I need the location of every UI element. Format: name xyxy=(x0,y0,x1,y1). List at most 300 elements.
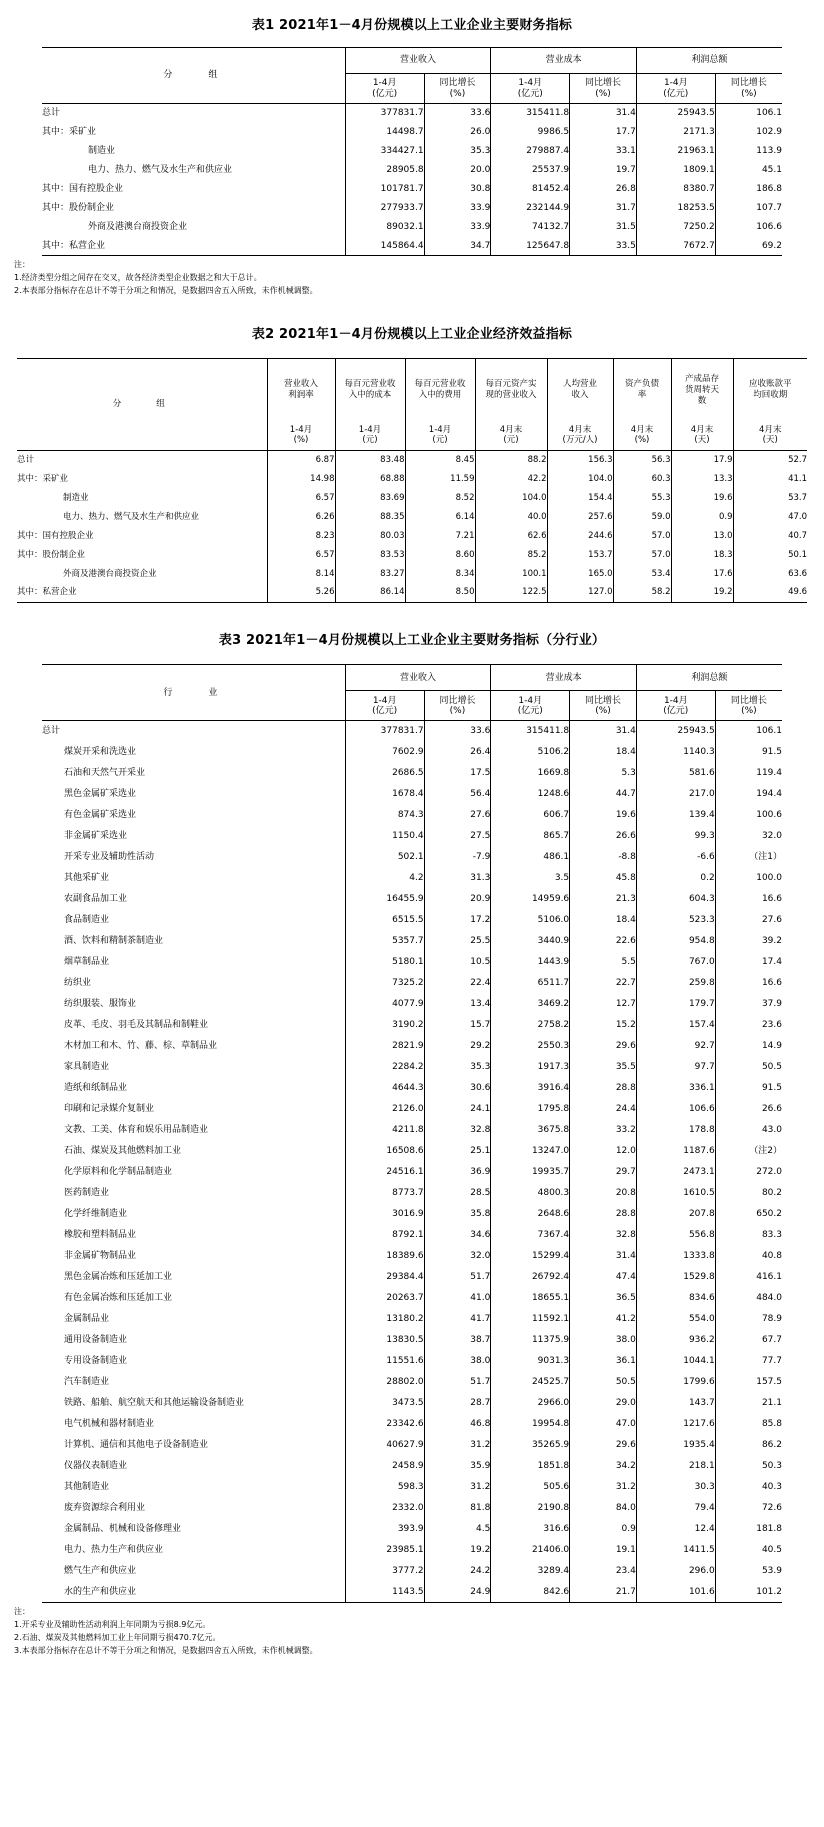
table3-cell: 3016.9 xyxy=(345,1204,424,1225)
table2-cell: 104.0 xyxy=(547,470,613,489)
table3-cell: 27.6 xyxy=(715,910,782,931)
table-row xyxy=(42,994,782,1015)
table3-cell: 11551.6 xyxy=(345,1351,424,1372)
table1-cell: 81452.4 xyxy=(491,180,570,199)
table3-cell: 2648.6 xyxy=(491,1204,570,1225)
table3-cell: 40627.9 xyxy=(345,1435,424,1456)
table3-cell: 8773.7 xyxy=(345,1183,424,1204)
table1-cell: 377831.7 xyxy=(345,104,424,123)
table1 xyxy=(42,47,782,256)
table1-cell: 25943.5 xyxy=(636,104,715,123)
table3-cell: 16455.9 xyxy=(345,889,424,910)
table3-cell: 97.7 xyxy=(636,1057,715,1078)
table3-cell: 2686.5 xyxy=(345,763,424,784)
table2-cell: 53.7 xyxy=(733,489,807,508)
table-row xyxy=(42,104,782,123)
table-row xyxy=(42,931,782,952)
table2-colgroup-4 xyxy=(547,359,613,421)
colgroup-line: 营业收入 xyxy=(283,379,318,390)
table2-row-label: 总计 xyxy=(17,454,35,465)
table-row xyxy=(42,1204,782,1225)
table1-cell: 33.9 xyxy=(424,218,491,237)
subhead-line1: 4月末 xyxy=(568,424,592,435)
table2-cell: 8.34 xyxy=(405,565,475,584)
table3-cell: 47.0 xyxy=(570,1414,637,1435)
table2-cell: 47.0 xyxy=(733,508,807,527)
table1-cell: 25537.9 xyxy=(491,161,570,180)
table-row xyxy=(42,784,782,805)
colgroup-line: 入中的成本 xyxy=(348,390,392,401)
table3-cell: 4644.3 xyxy=(345,1078,424,1099)
table2-body xyxy=(17,451,807,603)
table2-cell: 57.0 xyxy=(613,546,671,565)
table-row xyxy=(17,546,807,565)
subhead-line2: (%) xyxy=(449,88,466,99)
table2-cell: 40.7 xyxy=(733,527,807,546)
table3-row-label: 金属制品业 xyxy=(64,1314,110,1325)
table2-cell: 6.14 xyxy=(405,508,475,527)
table3-cell: 26.6 xyxy=(715,1099,782,1120)
table2-cell: 244.6 xyxy=(547,527,613,546)
table3-cell: 505.6 xyxy=(491,1477,570,1498)
table3-cell: 179.7 xyxy=(636,994,715,1015)
table2-cell: 13.3 xyxy=(671,470,733,489)
table3-cell: 119.4 xyxy=(715,763,782,784)
table3-cell: 11592.1 xyxy=(491,1309,570,1330)
table-row xyxy=(42,1246,782,1267)
table2-subhead-7 xyxy=(733,421,807,451)
table2-cell: 42.2 xyxy=(475,470,547,489)
colgroup-text-5 xyxy=(614,379,671,401)
table3-cell: 865.7 xyxy=(491,826,570,847)
table3-cell: 9031.3 xyxy=(491,1351,570,1372)
subhead-line2: (元) xyxy=(432,434,448,445)
table-row xyxy=(42,889,782,910)
table3-cell: 606.7 xyxy=(491,805,570,826)
subhead-line2: (元) xyxy=(503,434,519,445)
table3-cell: 34.2 xyxy=(570,1456,637,1477)
table3-cell: 31.2 xyxy=(424,1477,491,1498)
subhead-line1: 1-4月 xyxy=(663,78,688,89)
table3-cell: 10.5 xyxy=(424,952,491,973)
table3-cell: 18.4 xyxy=(570,742,637,763)
table3-cell: 50.5 xyxy=(715,1057,782,1078)
table3-cell: 1669.8 xyxy=(491,763,570,784)
subhead-line2: (%) xyxy=(741,88,757,99)
table1-cell: 33.5 xyxy=(570,237,637,256)
table3-cell: 874.3 xyxy=(345,805,424,826)
table1-cell: 74132.7 xyxy=(491,218,570,237)
table3-cell: 16.6 xyxy=(715,889,782,910)
table1-cell: 279887.4 xyxy=(491,142,570,161)
subhead-line2: (万元/人) xyxy=(562,434,598,445)
table3-cell: 4800.3 xyxy=(491,1183,570,1204)
table3-colgroup-1: 营业成本 xyxy=(491,665,637,691)
table2-cell: 127.0 xyxy=(547,584,613,603)
table3-notes-label: 注： xyxy=(14,1607,30,1617)
table3-row-label: 木材加工和木、竹、藤、棕、草制品业 xyxy=(64,1041,218,1052)
table1-row-label: 外商及港澳台商投资企业 xyxy=(88,221,188,232)
table-row xyxy=(42,1456,782,1477)
table2-row-label: 其中：采矿业 xyxy=(17,473,69,484)
table3-cell: 29.0 xyxy=(570,1393,637,1414)
table2-cell: 83.53 xyxy=(335,546,405,565)
table3-cell: 259.8 xyxy=(636,973,715,994)
table1-cell: 9986.5 xyxy=(491,123,570,142)
table-row xyxy=(42,1078,782,1099)
table3-cell: 91.5 xyxy=(715,742,782,763)
table3-row-label: 其他制造业 xyxy=(64,1482,110,1493)
table3-cell: 24516.1 xyxy=(345,1162,424,1183)
table1-row-label: 其中：私营企业 xyxy=(42,237,345,256)
table3-cell: 24.4 xyxy=(570,1099,637,1120)
table1-subhead-4 xyxy=(636,74,715,104)
table3-cell: 32.8 xyxy=(570,1225,637,1246)
table1-cell: 28905.8 xyxy=(345,161,424,180)
table2-cell: 40.0 xyxy=(475,508,547,527)
table3-cell: （注1） xyxy=(715,847,782,868)
table-row xyxy=(42,1015,782,1036)
colgroup-line: 数 xyxy=(697,395,707,406)
table3-cell: 2550.3 xyxy=(491,1036,570,1057)
table3-cell: 1795.8 xyxy=(491,1099,570,1120)
table3-cell: 39.2 xyxy=(715,931,782,952)
table3-row-label: 皮革、毛皮、羽毛及其制品和制鞋业 xyxy=(64,1020,209,1031)
table3-cell: 7325.2 xyxy=(345,973,424,994)
subhead-line1: 4月末 xyxy=(690,424,714,435)
table3-row-label: 金属制品、机械和设备修理业 xyxy=(64,1524,182,1535)
table2-cell: 59.0 xyxy=(613,508,671,527)
table-row xyxy=(42,123,782,142)
table2-cell: 56.3 xyxy=(613,451,671,470)
table3-row-label: 水的生产和供应业 xyxy=(42,1582,345,1603)
table3-title-block xyxy=(0,603,824,664)
table3-cell: 0.2 xyxy=(636,868,715,889)
table2-subhead-2 xyxy=(405,421,475,451)
table3-cell: 6515.5 xyxy=(345,910,424,931)
table3-row-label: 铁路、船舶、航空航天和其他运输设备制造业 xyxy=(64,1398,245,1409)
table3-cell: 14959.6 xyxy=(491,889,570,910)
table3-cell: 32.0 xyxy=(424,1246,491,1267)
table3-row-label: 电力、热力生产和供应业 xyxy=(64,1545,164,1556)
table3-cell: 26792.4 xyxy=(491,1267,570,1288)
table-row xyxy=(42,1036,782,1057)
table3-cell: 194.4 xyxy=(715,784,782,805)
table3-cell: 86.2 xyxy=(715,1435,782,1456)
table2-cell: 86.14 xyxy=(335,584,405,603)
table1-cell: 26.8 xyxy=(570,180,637,199)
table3-cell: 1333.8 xyxy=(636,1246,715,1267)
table-row xyxy=(42,1057,782,1078)
table1-row-label: 电力、热力、燃气及水生产和供应业 xyxy=(88,164,233,175)
table3-cell: 2758.2 xyxy=(491,1015,570,1036)
table2-colgroup-7 xyxy=(733,359,807,421)
table2-cell: 8.14 xyxy=(267,565,335,584)
table2-cell: 17.6 xyxy=(671,565,733,584)
table-row xyxy=(42,1519,782,1540)
table3-cell: 40.5 xyxy=(715,1540,782,1561)
table3-cell: 23985.1 xyxy=(345,1540,424,1561)
table3-cell: 1248.6 xyxy=(491,784,570,805)
table3-row-label: 非金属矿物制品业 xyxy=(64,1251,137,1262)
table2-cell: 104.0 xyxy=(475,489,547,508)
table-row xyxy=(42,1099,782,1120)
table3-cell: 29.7 xyxy=(570,1162,637,1183)
table2-title: 表2 2021年1－4月份规模以上工业企业经济效益指标 xyxy=(251,327,573,343)
table1-cell: 33.6 xyxy=(424,104,491,123)
colgroup-text-2 xyxy=(406,379,475,401)
table3-cell: 25.5 xyxy=(424,931,491,952)
table2-subhead-4 xyxy=(547,421,613,451)
table2-cell: 18.3 xyxy=(671,546,733,565)
table3-row-label: 纺织服装、服饰业 xyxy=(64,999,137,1010)
table3-cell: 35.9 xyxy=(424,1456,491,1477)
table-row xyxy=(42,1582,782,1603)
table3-cell: 3777.2 xyxy=(345,1561,424,1582)
table3-cell: 1143.5 xyxy=(345,1582,424,1603)
table2-cell: 80.03 xyxy=(335,527,405,546)
table3-cell: 5180.1 xyxy=(345,952,424,973)
table3-cell: 1217.6 xyxy=(636,1414,715,1435)
colgroup-text-1 xyxy=(336,379,405,401)
table3-cell: 17.4 xyxy=(715,952,782,973)
table3-cell: 1411.5 xyxy=(636,1540,715,1561)
table3-cell: 581.6 xyxy=(636,763,715,784)
table3-cell: 16.6 xyxy=(715,973,782,994)
colgroup-text-6 xyxy=(672,374,733,407)
table3-cell: 37.9 xyxy=(715,994,782,1015)
table1-cell: 113.9 xyxy=(715,142,782,161)
table3-cell: 32.0 xyxy=(715,826,782,847)
table3-row-label: 有色金属冶炼和压延加工业 xyxy=(64,1293,173,1304)
table1-cell: 106.1 xyxy=(715,104,782,123)
table1-note-1: 2.本表部分指标存在总计不等于分项之和情况，是数据四舍五入所致，未作机械调整。 xyxy=(14,285,318,295)
table2-cell: 60.3 xyxy=(613,470,671,489)
colgroup-text-4 xyxy=(548,379,613,401)
table1-subhead-0 xyxy=(345,74,424,104)
table3-cell: 15.7 xyxy=(424,1015,491,1036)
table3-cell: 72.6 xyxy=(715,1498,782,1519)
table3-cell: 30.6 xyxy=(424,1078,491,1099)
table3-cell: 21.7 xyxy=(570,1582,637,1603)
colgroup-line: 入中的费用 xyxy=(418,390,462,401)
table3-cell: 24.2 xyxy=(424,1561,491,1582)
table1-cell: 334427.1 xyxy=(345,142,424,161)
table3-cell: 3916.4 xyxy=(491,1078,570,1099)
table3-row-label: 化学原料和化学制品制造业 xyxy=(64,1167,173,1178)
table2-cell: 63.6 xyxy=(733,565,807,584)
table2-cell: 6.57 xyxy=(267,546,335,565)
table1-cell: 277933.7 xyxy=(345,199,424,218)
table2-cell: 57.0 xyxy=(613,527,671,546)
table-row xyxy=(42,952,782,973)
table2-cell: 88.2 xyxy=(475,451,547,470)
table3-cell: 106.1 xyxy=(715,721,782,742)
table1-cell: 18253.5 xyxy=(636,199,715,218)
table-row xyxy=(42,1309,782,1330)
table2-cell: 154.4 xyxy=(547,489,613,508)
table3-cell: 40.3 xyxy=(715,1477,782,1498)
subhead-line2: (元) xyxy=(362,434,378,445)
table3-cell: 101.6 xyxy=(636,1582,715,1603)
table3-cell: 181.8 xyxy=(715,1519,782,1540)
table-row xyxy=(42,805,782,826)
table3-cell: 50.5 xyxy=(570,1372,637,1393)
table3-cell: 28.5 xyxy=(424,1183,491,1204)
table1-subhead-1 xyxy=(424,74,491,104)
table-row xyxy=(42,1498,782,1519)
table3-note-2: 3.本表部分指标存在总计不等于分项之和情况，是数据四舍五入所致，未作机械调整。 xyxy=(14,1645,318,1655)
table3-title: 表3 2021年1－4月份规模以上工业企业主要财务指标（分行业） xyxy=(218,633,606,649)
table3-cell: 18389.6 xyxy=(345,1246,424,1267)
table2-cell: 19.2 xyxy=(671,584,733,603)
subhead-line1: 1-4月 xyxy=(358,424,382,435)
table1-group-header: 分 组 xyxy=(42,48,345,104)
table2-cell: 83.69 xyxy=(335,489,405,508)
table3-notes xyxy=(0,1603,824,1657)
table1-cell: 2171.3 xyxy=(636,123,715,142)
table2-cell: 11.59 xyxy=(405,470,475,489)
table2-cell: 19.6 xyxy=(671,489,733,508)
table3-cell: 26.4 xyxy=(424,742,491,763)
table3-row-label: 烟草制品业 xyxy=(64,957,110,968)
table1-row-label: 其中：国有控股企业 xyxy=(42,183,124,194)
table-row xyxy=(42,1120,782,1141)
table3-cell: 3469.2 xyxy=(491,994,570,1015)
table2-cell: 153.7 xyxy=(547,546,613,565)
table3-cell: 13.4 xyxy=(424,994,491,1015)
table3-cell: 28.8 xyxy=(570,1204,637,1225)
subhead-line2: (亿元) xyxy=(372,88,398,99)
table3-cell: 19954.8 xyxy=(491,1414,570,1435)
table-row xyxy=(42,763,782,784)
table3-cell: 35.5 xyxy=(570,1057,637,1078)
table3-cell: 6511.7 xyxy=(491,973,570,994)
table3-cell: 21406.0 xyxy=(491,1540,570,1561)
table2-cell: 5.26 xyxy=(267,584,335,603)
table2-cell: 8.52 xyxy=(405,489,475,508)
table3-cell: 316.6 xyxy=(491,1519,570,1540)
table3-cell: 554.0 xyxy=(636,1309,715,1330)
colgroup-line: 应收账款平 xyxy=(748,379,792,390)
table3-cell: 178.8 xyxy=(636,1120,715,1141)
table2-group-header: 分 组 xyxy=(17,359,267,451)
subhead-line2: (亿元) xyxy=(372,705,398,716)
table1-notes xyxy=(0,256,824,297)
table-row xyxy=(42,1162,782,1183)
table3-row-label: 农副食品加工业 xyxy=(64,894,128,905)
table3-cell: 7367.4 xyxy=(491,1225,570,1246)
table-row xyxy=(42,142,782,161)
table2-cell: 49.6 xyxy=(733,584,807,603)
table3-cell: 16508.6 xyxy=(345,1141,424,1162)
table1-row-label: 制造业 xyxy=(88,145,116,156)
table2-cell: 85.2 xyxy=(475,546,547,565)
table-row xyxy=(42,868,782,889)
table1-row-label: 总计 xyxy=(42,108,61,119)
bottom-spacer xyxy=(0,1658,824,1676)
table3-cell: 2473.1 xyxy=(636,1162,715,1183)
table-row xyxy=(42,1288,782,1309)
table3-cell: 5.3 xyxy=(570,763,637,784)
colgroup-line: 产成品存 xyxy=(684,373,719,384)
table3-cell: 12.0 xyxy=(570,1141,637,1162)
table3-cell: 26.6 xyxy=(570,826,637,847)
table1-row-label: 其中：股份制企业 xyxy=(42,202,115,213)
table3-cell: 38.7 xyxy=(424,1330,491,1351)
table2-cell: 83.27 xyxy=(335,565,405,584)
table2-cell: 62.6 xyxy=(475,527,547,546)
table3-row-label: 燃气生产和供应业 xyxy=(64,1566,137,1577)
table-row xyxy=(42,180,782,199)
table3-cell: 106.6 xyxy=(636,1099,715,1120)
table3-cell: 3440.9 xyxy=(491,931,570,952)
table3-body xyxy=(42,721,782,1603)
table3-cell: 315411.8 xyxy=(491,721,570,742)
table1-cell: 315411.8 xyxy=(491,104,570,123)
subhead-line2: (%) xyxy=(293,434,309,445)
table1-cell: 1809.1 xyxy=(636,161,715,180)
table3-cell: 1917.3 xyxy=(491,1057,570,1078)
table1-cell: 33.1 xyxy=(570,142,637,161)
table3-cell: 23.4 xyxy=(570,1561,637,1582)
table3-subhead-2 xyxy=(491,691,570,721)
table1-cell: 30.8 xyxy=(424,180,491,199)
table3-cell: 22.6 xyxy=(570,931,637,952)
table3-cell: 502.1 xyxy=(345,847,424,868)
table3-cell: 604.3 xyxy=(636,889,715,910)
table3-cell: 45.8 xyxy=(570,868,637,889)
colgroup-line: 每百元资产实 xyxy=(485,379,537,390)
subhead-line2: (%) xyxy=(449,705,466,716)
table-row xyxy=(17,527,807,546)
table3-cell: 41.2 xyxy=(570,1309,637,1330)
table2-cell: 6.87 xyxy=(267,451,335,470)
table2-row-label: 其中：国有控股企业 xyxy=(17,530,94,541)
table3-row-label: 酒、饮料和精制茶制造业 xyxy=(64,936,164,947)
table1-row-label: 其中：采矿业 xyxy=(42,126,97,137)
table3-cell: 217.0 xyxy=(636,784,715,805)
table2-cell: 6.57 xyxy=(267,489,335,508)
table3-cell: （注2） xyxy=(715,1141,782,1162)
table3-cell: 767.0 xyxy=(636,952,715,973)
table3-cell: 43.0 xyxy=(715,1120,782,1141)
table1-notes-label: 注： xyxy=(14,260,30,269)
table2-subhead-5 xyxy=(613,421,671,451)
table2-subhead-3 xyxy=(475,421,547,451)
table1-cell: 106.6 xyxy=(715,218,782,237)
subhead-line1: 1-4月 xyxy=(518,78,543,89)
table3-row-label: 非金属矿采选业 xyxy=(64,831,128,842)
table3-cell: 1150.4 xyxy=(345,826,424,847)
table3-subhead-0 xyxy=(345,691,424,721)
table2-cell: 83.48 xyxy=(335,451,405,470)
subhead-line2: (亿元) xyxy=(517,705,543,716)
table1-cell: 14498.7 xyxy=(345,123,424,142)
table2-colgroup-5 xyxy=(613,359,671,421)
table-row xyxy=(42,1540,782,1561)
table3-cell: 30.3 xyxy=(636,1477,715,1498)
table3-cell: 38.0 xyxy=(424,1351,491,1372)
table3-cell: 31.3 xyxy=(424,868,491,889)
table3-cell: 20.8 xyxy=(570,1183,637,1204)
table-row xyxy=(42,1225,782,1246)
table2-cell: 55.3 xyxy=(613,489,671,508)
subhead-line1: 4月末 xyxy=(759,424,782,435)
table1-cell: 45.1 xyxy=(715,161,782,180)
table-row xyxy=(42,1393,782,1414)
table3-cell: -6.6 xyxy=(636,847,715,868)
